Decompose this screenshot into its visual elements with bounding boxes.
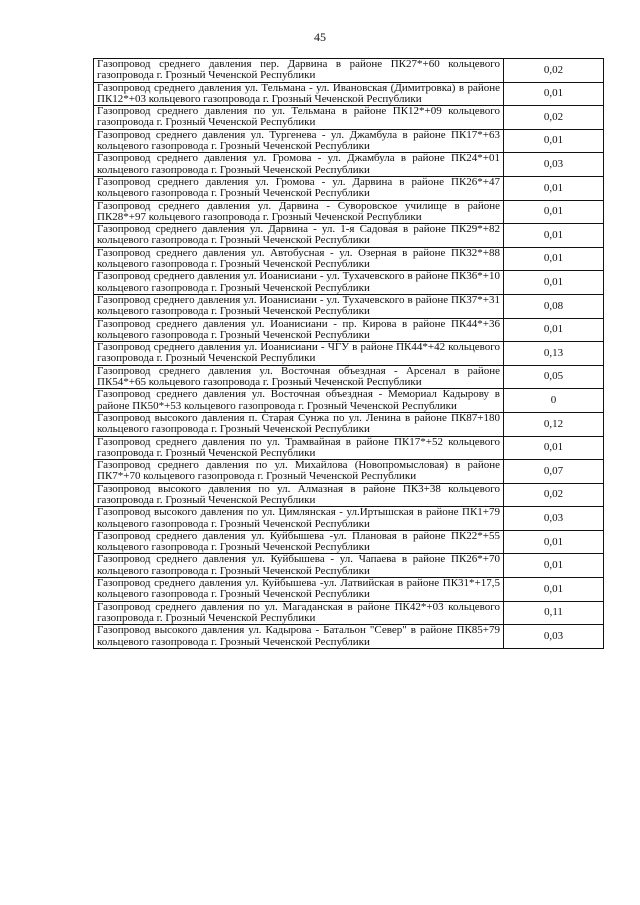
pipeline-description: Газопровод среднего давления ул. Восточная объездная - Арсенал в районе ПК54*+65 кольцевого газопровода г. Грозный Чеченской Республики	[94, 365, 504, 389]
table-body	[94, 59, 604, 649]
table-row	[94, 507, 604, 531]
pipeline-description: Газопровод высокого давления по ул. Алмазная в районе ПК3+38 кольцевого газопровода г. Грозный Чеченской Республики	[94, 483, 504, 507]
pipeline-value: 0,07	[504, 460, 604, 484]
pipeline-description: Газопровод среднего давления ул. Иоанисиани - ул. Тухачевского в районе ПК36*+10 кольцевого газопровода г. Грозный Чеченской Республики	[94, 271, 504, 295]
pipeline-description: Газопровод среднего давления ул. Куйбышева -ул. Плановая в районе ПК22*+55 кольцевого газопровода г. Грозный Чеченской Республики	[94, 530, 504, 554]
pipeline-value: 0,03	[504, 153, 604, 177]
pipeline-value: 0,01	[504, 578, 604, 602]
page-number: 45	[314, 30, 326, 44]
table-row	[94, 436, 604, 460]
pipeline-value: 0,03	[504, 625, 604, 649]
table-row	[94, 365, 604, 389]
pipeline-value: 0,02	[504, 59, 604, 83]
table-row	[94, 59, 604, 83]
pipeline-value: 0,02	[504, 106, 604, 130]
pipeline-value: 0,03	[504, 507, 604, 531]
pipeline-description: Газопровод среднего давления ул. Дарвина - Суворовское училище в районе ПК28*+97 кольцевого газопровода г. Грозный Чеченской Республики	[94, 200, 504, 224]
pipeline-value: 0,01	[504, 318, 604, 342]
pipeline-description: Газопровод среднего давления по ул. Тельмана в районе ПК12*+09 кольцевого газопровода г. Грозный Чеченской Республики	[94, 106, 504, 130]
pipeline-description: Газопровод среднего давления ул. Иоанисиани - ул. Тухачевского в районе ПК37*+31 кольцевого газопровода г. Грозный Чеченской Республики	[94, 294, 504, 318]
pipeline-value: 0,01	[504, 176, 604, 200]
table-row	[94, 224, 604, 248]
pipeline-value: 0,01	[504, 436, 604, 460]
pipeline-value: 0	[504, 389, 604, 413]
pipeline-value: 0,08	[504, 294, 604, 318]
gas-pipeline-table	[93, 58, 604, 649]
table-row	[94, 625, 604, 649]
table-row	[94, 294, 604, 318]
table-row	[94, 530, 604, 554]
pipeline-description: Газопровод высокого давления по ул. Цимлянская - ул.Иртышская в районе ПК1+79 кольцевого газопровода г. Грозный Чеченской Республики	[94, 507, 504, 531]
table-row	[94, 271, 604, 295]
table-row	[94, 106, 604, 130]
pipeline-description: Газопровод среднего давления ул. Автобусная - ул. Озерная в районе ПК32*+88 кольцевого газопровода г. Грозный Чеченской Республики	[94, 247, 504, 271]
pipeline-value: 0,01	[504, 247, 604, 271]
pipeline-description: Газопровод высокого давления ул. Кадырова - Батальон "Север" в районе ПК85+79 кольцевого газопровода г. Грозный Чеченской Республики	[94, 625, 504, 649]
table-row	[94, 460, 604, 484]
pipeline-description: Газопровод среднего давления ул. Восточная объездная - Мемориал Кадырову в районе ПК50*+53 кольцевого газопровода г. Грозный Чеченской Республики	[94, 389, 504, 413]
pipeline-description: Газопровод среднего давления ул. Иоанисиани - ЧГУ в районе ПК44*+42 кольцевого газопровода г. Грозный Чеченской Республики	[94, 342, 504, 366]
table-row	[94, 200, 604, 224]
pipeline-value: 0,01	[504, 554, 604, 578]
pipeline-value: 0,01	[504, 200, 604, 224]
pipeline-description: Газопровод среднего давления ул. Тельмана - ул. Ивановская (Димитровка) в районе ПК12*+03 кольцевого газопровода г. Грозный Чеченской Республики	[94, 82, 504, 106]
pipeline-value: 0,01	[504, 82, 604, 106]
table-row	[94, 412, 604, 436]
table-row	[94, 389, 604, 413]
pipeline-value: 0,01	[504, 224, 604, 248]
pipeline-description: Газопровод среднего давления ул. Громова - ул. Джамбула в районе ПК24*+01 кольцевого газопровода г. Грозный Чеченской Республики	[94, 153, 504, 177]
pipeline-description: Газопровод среднего давления по ул. Михайлова (Новопромысловая) в районе ПК7*+70 кольцевого газопровода г. Грозный Чеченской Республики	[94, 460, 504, 484]
table-row	[94, 578, 604, 602]
pipeline-description: Газопровод среднего давления по ул. Магаданская в районе ПК42*+03 кольцевого газопровода г. Грозный Чеченской Республики	[94, 601, 504, 625]
table-row	[94, 483, 604, 507]
pipeline-description: Газопровод среднего давления ул. Куйбышева -ул. Латвийская в районе ПК31*+17,5 кольцевого газопровода г. Грозный Чеченской Республики	[94, 578, 504, 602]
table-row	[94, 176, 604, 200]
pipeline-description: Газопровод высокого давления п. Старая Сунжа по ул. Ленина в районе ПК87+180 кольцевого газопровода г. Грозный Чеченской Республики	[94, 412, 504, 436]
table-row	[94, 247, 604, 271]
pipeline-value: 0,01	[504, 129, 604, 153]
table-row	[94, 554, 604, 578]
pipeline-value: 0,05	[504, 365, 604, 389]
pipeline-value: 0,01	[504, 271, 604, 295]
pipeline-value: 0,02	[504, 483, 604, 507]
pipeline-value: 0,01	[504, 530, 604, 554]
table-row	[94, 153, 604, 177]
pipeline-description: Газопровод среднего давления ул. Куйбышева - ул. Чапаева в районе ПК26*+70 кольцевого газопровода г. Грозный Чеченской Республики	[94, 554, 504, 578]
table-row	[94, 129, 604, 153]
pipeline-description: Газопровод среднего давления ул. Громова - ул. Дарвина в районе ПК26*+47 кольцевого газопровода г. Грозный Чеченской Республики	[94, 176, 504, 200]
pipeline-value: 0,13	[504, 342, 604, 366]
pipeline-description: Газопровод среднего давления ул. Дарвина - ул. 1-я Садовая в районе ПК29*+82 кольцевого газопровода г. Грозный Чеченской Республики	[94, 224, 504, 248]
table-row	[94, 601, 604, 625]
table-row	[94, 342, 604, 366]
pipeline-description: Газопровод среднего давления ул. Иоанисиани - пр. Кирова в районе ПК44*+36 кольцевого газопровода г. Грозный Чеченской Республики	[94, 318, 504, 342]
pipeline-description: Газопровод среднего давления пер. Дарвина в районе ПК27*+60 кольцевого газопровода г. Грозный Чеченской Республики	[94, 59, 504, 83]
pipeline-value: 0,12	[504, 412, 604, 436]
table-row	[94, 318, 604, 342]
pipeline-description: Газопровод среднего давления по ул. Трамвайная в районе ПК17*+52 кольцевого газопровода г. Грозный Чеченской Республики	[94, 436, 504, 460]
table-row	[94, 82, 604, 106]
pipeline-value: 0,11	[504, 601, 604, 625]
pipeline-description: Газопровод среднего давления ул. Тургенева - ул. Джамбула в районе ПК17*+63 кольцевого газопровода г. Грозный Чеченской Республики	[94, 129, 504, 153]
